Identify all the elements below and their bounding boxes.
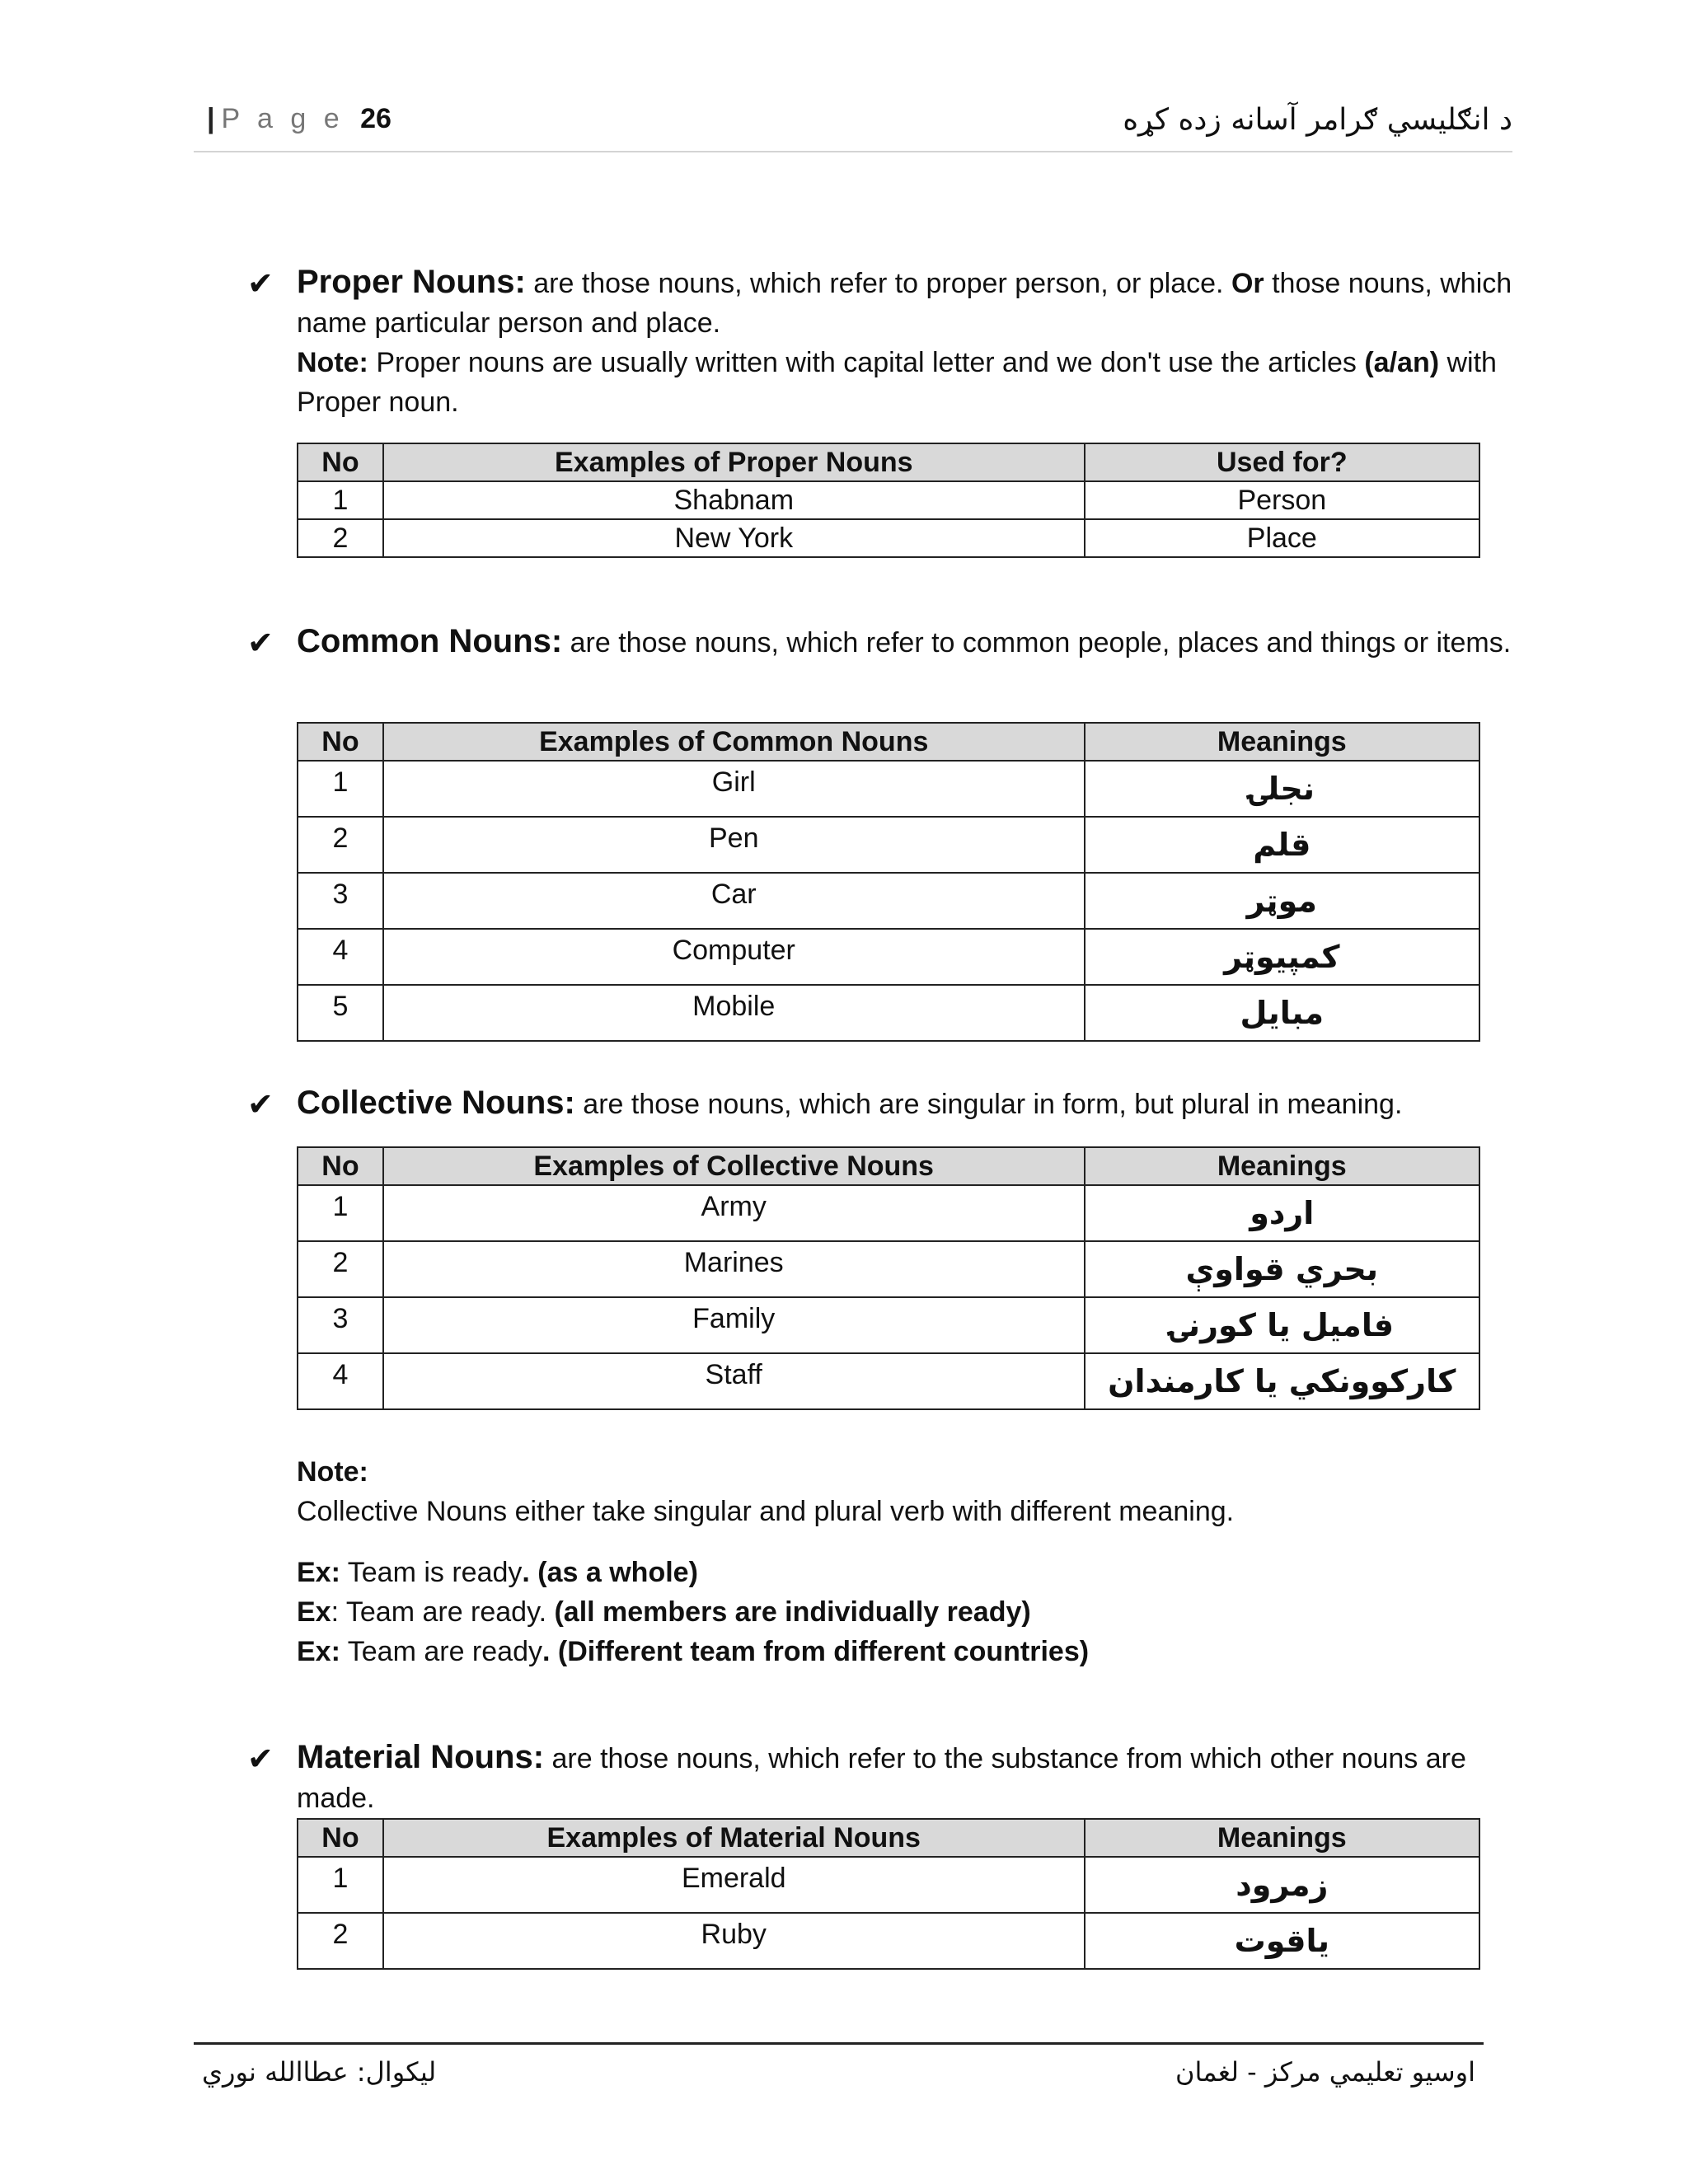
table-row: 1 Girl نجلۍ (298, 761, 1479, 817)
material-nouns-term: Material Nouns: (297, 1739, 545, 1775)
proper-nouns-definition: Proper Nouns: are those nouns, which refer to proper person, or place. Or those nouns, which name particular person and place. Note: Proper nouns are usually written with capital letter and we don't use the articles (a/an) with Proper noun. (297, 264, 1512, 418)
common-nouns-definition: Common Nouns: are those nouns, which refer to common people, places and things or items. (297, 623, 1512, 659)
header-title: د انګليسي ګرامر آسانه زده کړه (1123, 103, 1512, 137)
footer-institution: اوسیو تعلیمي مرکز - لغمان (1175, 2056, 1475, 2088)
page-word: P a g e (221, 103, 345, 134)
checkmark-icon: ✔ (247, 1086, 274, 1122)
checkmark-icon: ✔ (247, 265, 274, 302)
table-header-row: No Examples of Common Nouns Meanings (298, 723, 1479, 761)
proper-note-label: Note: (297, 347, 368, 378)
collective-nouns-term: Collective Nouns: (297, 1085, 575, 1121)
material-nouns-table (297, 1818, 1480, 1970)
table-row: 5 Mobile مبایل (298, 985, 1479, 1041)
collective-nouns-definition: Collective Nouns: are those nouns, which are singular in form, but plural in meaning. (297, 1085, 1403, 1121)
table-row: 2 New York Place (298, 519, 1479, 557)
table-row: 2 Pen قلم (298, 817, 1479, 873)
material-nouns-definition: Material Nouns: are those nouns, which refer to the substance from which other nouns are made. (297, 1739, 1466, 1814)
table-header-row (298, 443, 1479, 481)
page-label: | P a g e 26 (207, 103, 392, 134)
common-nouns-table (297, 722, 1480, 1042)
example-line: Ex: Team is ready. (as a whole) (297, 1557, 698, 1588)
table-row: 4 Computer کمپیوټر (298, 929, 1479, 985)
header-used-for: Used for? (1085, 443, 1479, 481)
header-examples: Examples of Proper Nouns (383, 443, 1085, 481)
table-row: 2 Ruby یاقوت (298, 1913, 1479, 1969)
example-line: Ex: Team are ready. (all members are individually ready) (297, 1596, 1031, 1628)
footer-author: لیکوال: عطاالله نوري (202, 2056, 437, 2088)
page-number: 26 (360, 103, 392, 134)
note-text: Collective Nouns either take singular and plural verb with different meaning. (297, 1496, 1235, 1527)
page-footer (194, 2042, 1484, 2111)
table-row: 1 Emerald زمرود (298, 1857, 1479, 1913)
table-row: 3 Family فامیل یا کورنۍ (298, 1297, 1479, 1353)
table-row: 2 Marines بحري قواوې (298, 1241, 1479, 1297)
note-label: Note: (297, 1456, 368, 1488)
examples-block (297, 1553, 1517, 1671)
table-header-row: No Examples of Collective Nouns Meanings (298, 1147, 1479, 1185)
proper-nouns-table (297, 443, 1480, 558)
collective-note (297, 1452, 1517, 1531)
table-row: 4 Staff کارکوونکي یا کارمندان (298, 1353, 1479, 1409)
common-nouns-term: Common Nouns: (297, 623, 563, 659)
collective-nouns-table (297, 1146, 1480, 1410)
checkmark-icon: ✔ (247, 625, 274, 661)
page-header (194, 103, 1512, 152)
table-row: 1 Army اردو (298, 1185, 1479, 1241)
table-row: 1 Shabnam Person (298, 481, 1479, 519)
proper-nouns-term: Proper Nouns: (297, 264, 526, 300)
table-header-row: No Examples of Material Nouns Meanings (298, 1819, 1479, 1857)
table-row: 3 Car موټر (298, 873, 1479, 929)
header-no: No (298, 443, 383, 481)
checkmark-icon: ✔ (247, 1741, 274, 1777)
example-line: Ex: Team are ready. (Different team from different countries) (297, 1636, 1090, 1667)
